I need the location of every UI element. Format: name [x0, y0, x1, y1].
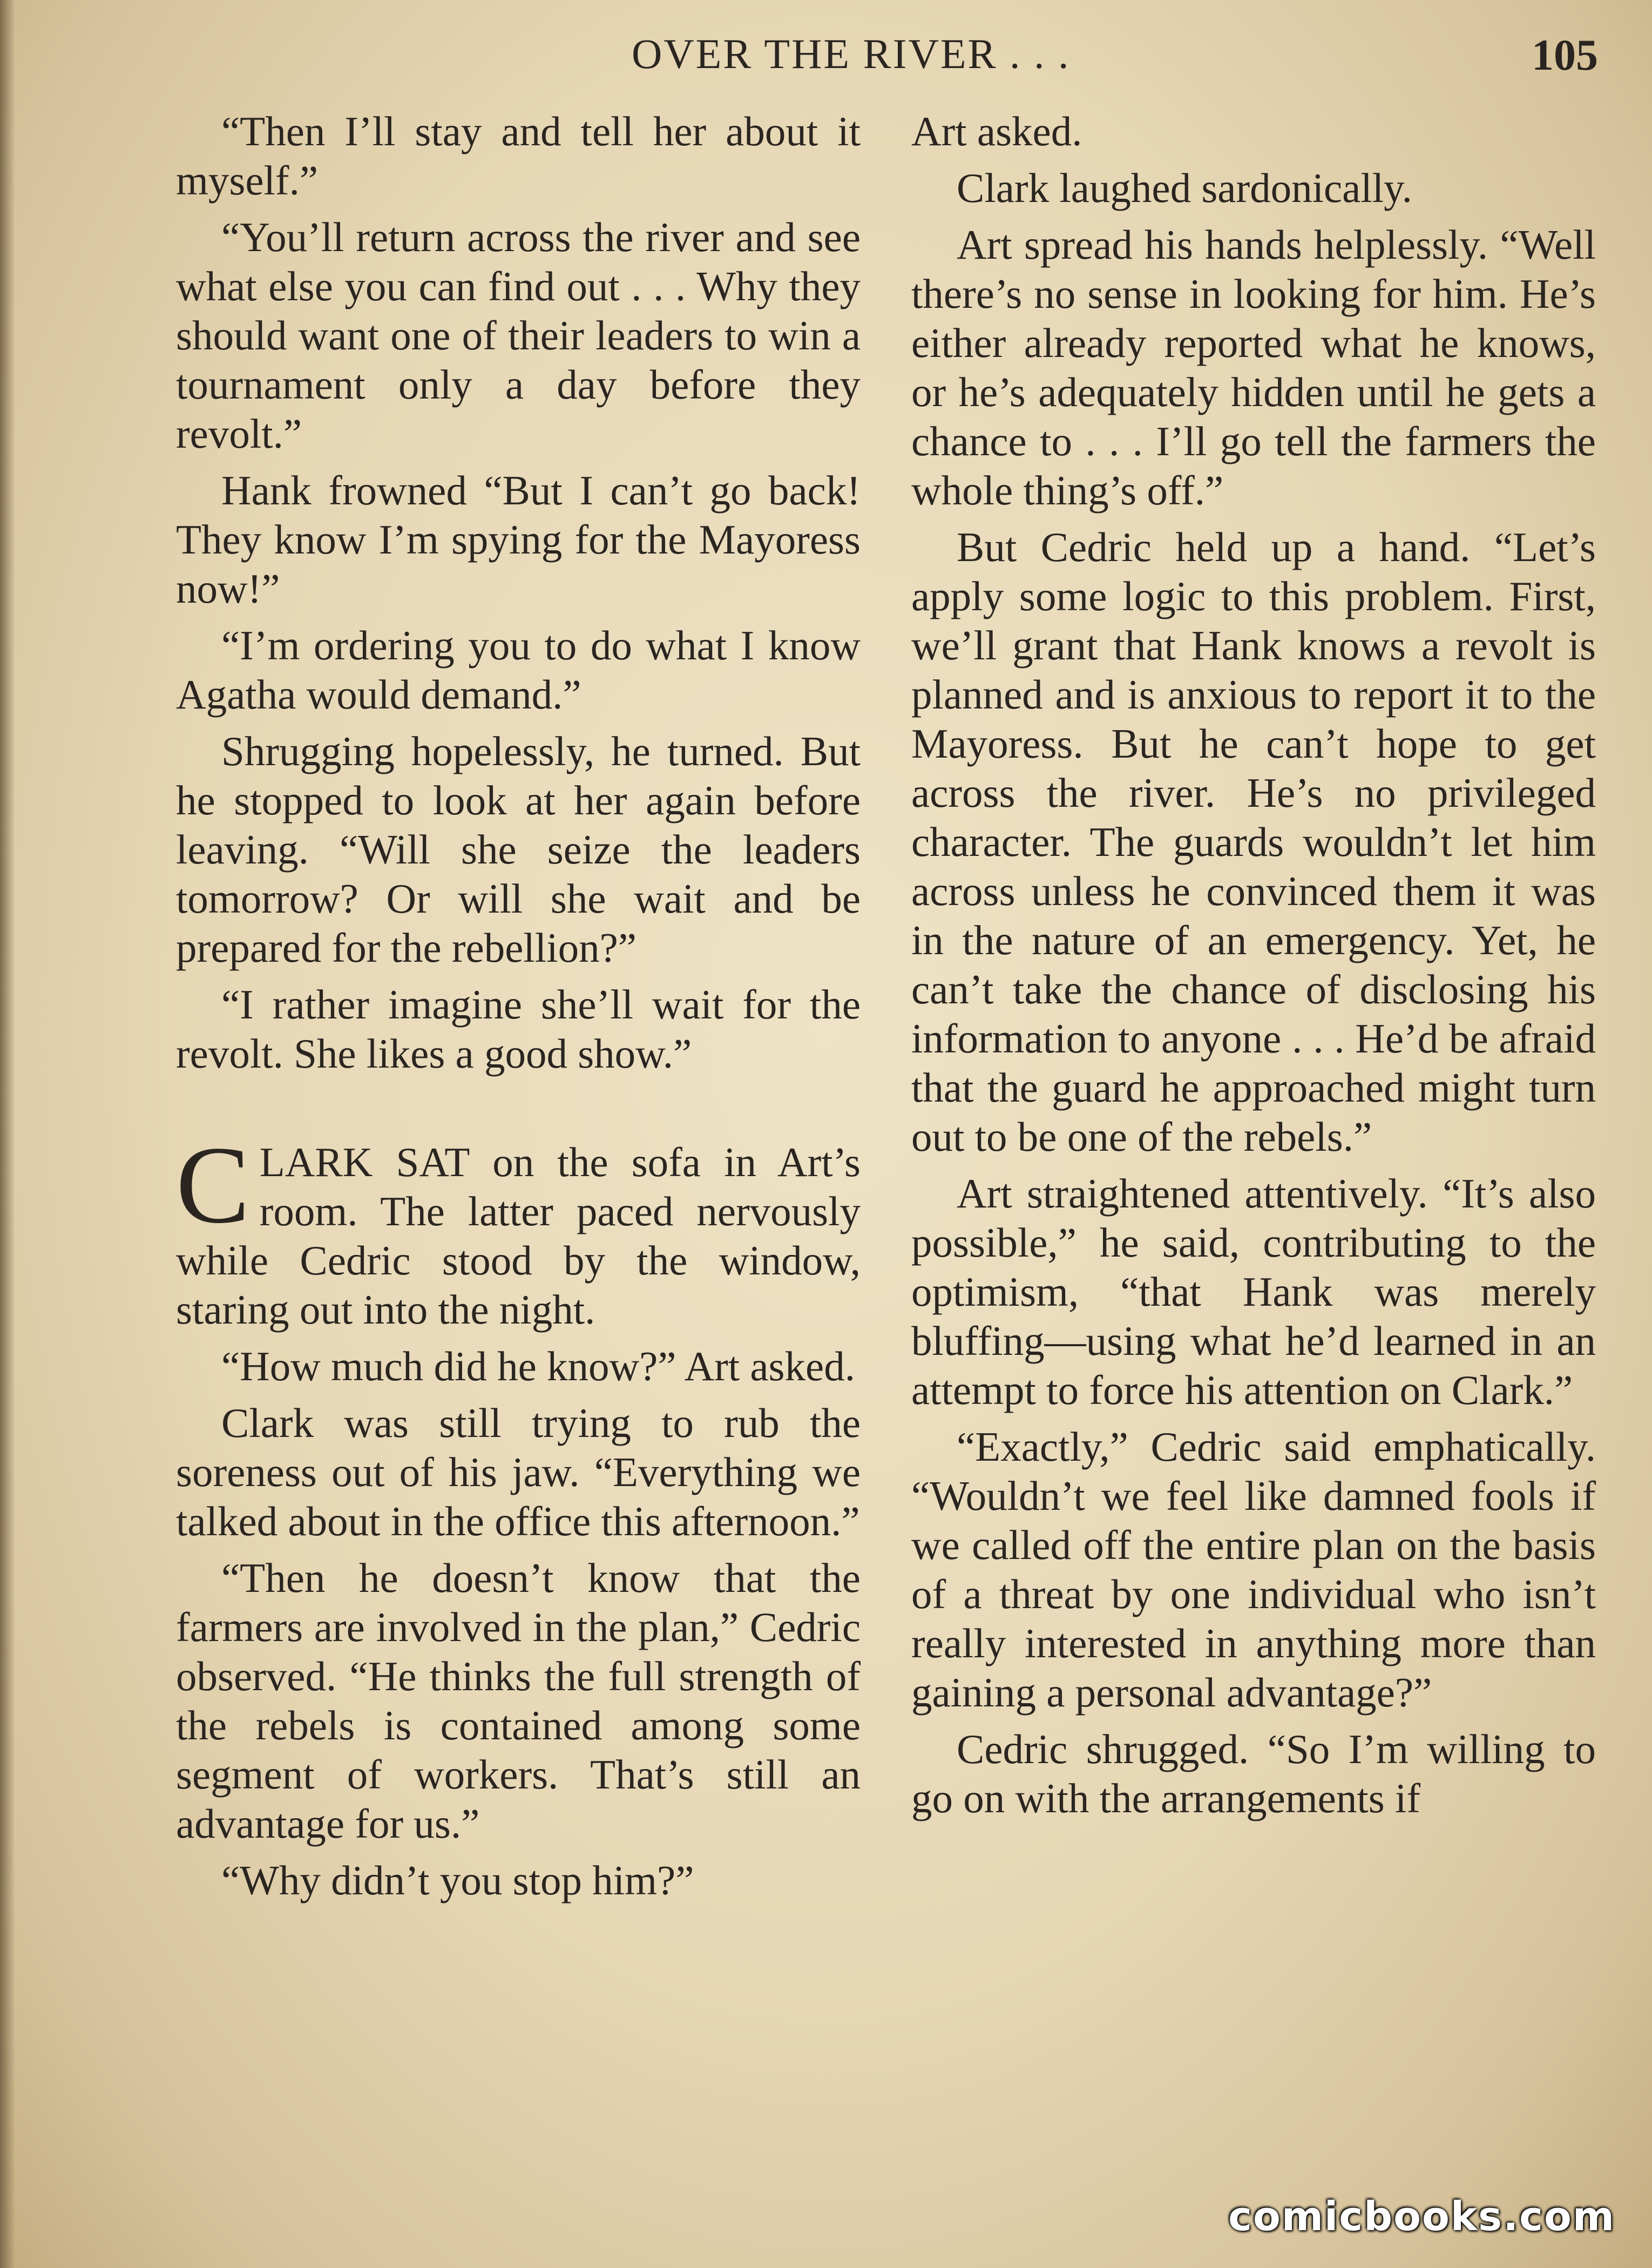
right-column: [911, 107, 1596, 1831]
paragraph: “Then I’ll stay and tell her about it myself.”: [176, 108, 861, 204]
paragraph: “Exactly,” Cedric said emphatically. “Wouldn’t we feel like damned fools if we called off the entire plan on the basis of a threat by one individual who isn’t really interested in anything more than gaining a personal advantage?”: [911, 1423, 1596, 1716]
page-header: [632, 30, 1598, 89]
paragraph: Art straightened attentively. “It’s also possible,” he said, contributing to the optimism, “that Hank was merely bluffing—using what he’d learned in an attempt to force his attention on Clark.”: [911, 1170, 1596, 1413]
paragraph-text: LARK SAT on the sofa in Art’s room. The latter paced nervously while Cedric stood by the window, staring out into the night.: [176, 1139, 861, 1333]
running-head: OVER THE RIVER . . .: [632, 30, 1071, 77]
paragraph: Clark laughed sardonically.: [957, 165, 1412, 211]
paragraph: “Why didn’t you stop him?”: [221, 1857, 694, 1904]
paragraph: But Cedric held up a hand. “Let’s apply some logic to this problem. First, we’ll grant that Hank knows a revolt is planned and is anxious to report it to the Mayoress. But he can’t hope to get across the river. He’s no privileged character. The guards wouldn’t let him across unless he convinced them it was in the nature of an emergency. Yet, he can’t take the chance of disclosing his information to anyone . . . He’d be afraid that the guard he approached might turn out to be one of the rebels.”: [911, 524, 1596, 1160]
drop-cap: C: [176, 1124, 250, 1246]
section-opening-paragraph: [176, 1124, 861, 1334]
paragraph: Hank frowned “But I can’t go back! They know I’m spying for the Mayoress now!”: [176, 467, 861, 612]
paragraph: “I’m ordering you to do what I know Agatha would demand.”: [176, 622, 861, 718]
paragraph: Shrugging hopelessly, he turned. But he stopped to look at her again before leaving. “Will she seize the leaders tomorrow? Or will she wait and be prepared for the rebellion?”: [176, 728, 861, 971]
paragraph: “Then he doesn’t know that the farmers are involved in the plan,” Cedric observed. “He thinks the full strength of the rebels is contained among some segment of workers. That’s still an advantage for us.”: [176, 1555, 861, 1847]
page-edge-shadow: [0, 0, 15, 2268]
paragraph-continuation: Art asked.: [911, 108, 1082, 154]
paragraph: “You’ll return across the river and see what else you can find out . . . Why they should want one of their leaders to win a tournament only a day before they revolt.”: [176, 214, 861, 457]
watermark: comicbooks.com: [1228, 2193, 1615, 2240]
paragraph: Cedric shrugged. “So I’m willing to go on with the arrangements if: [911, 1726, 1596, 1821]
paragraph: “I rather imagine she’ll wait for the revolt. She likes a good show.”: [176, 981, 861, 1077]
page-number: 105: [1532, 30, 1598, 79]
paragraph: Art spread his hands helplessly. “Well there’s no sense in looking for him. He’s either already reported what he knows, or he’s adequately hidden until he gets a chance to . . . I’ll go tell the farmers the whole thing’s off.”: [911, 221, 1596, 514]
left-column: [176, 107, 861, 1913]
paragraph: Clark was still trying to rub the soreness out of his jaw. “Everything we talked about in the office this afternoon.”: [176, 1400, 861, 1544]
paragraph: “How much did he know?” Art asked.: [221, 1343, 855, 1389]
